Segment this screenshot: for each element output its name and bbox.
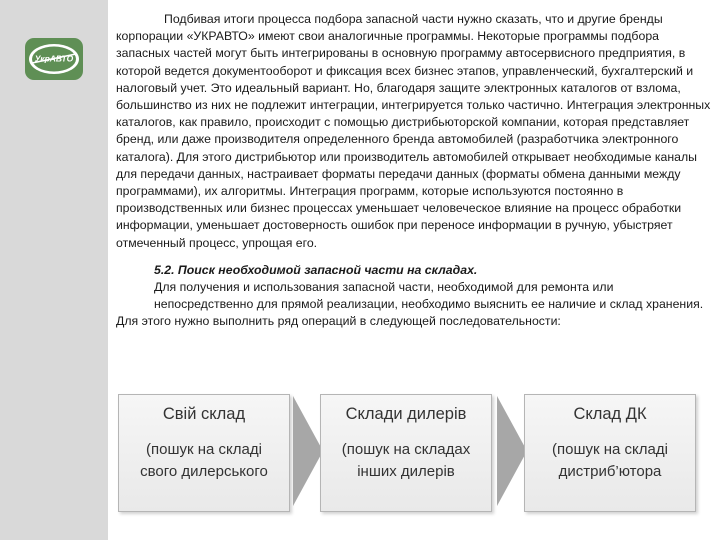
- flow-step-own-warehouse: [118, 394, 290, 512]
- flow-arrow-icon: [293, 396, 323, 506]
- company-logo-icon: [24, 37, 84, 81]
- paragraph-requirements: Для получения и использования запасной части, необходимой для ремонта или непосредственно для прямой реализации, необходимо выяснить ее наличие и склад хранения.: [154, 280, 704, 312]
- flow-step-description: (пошук на складі дистриб’ютора: [552, 441, 668, 480]
- paragraph-sequence-intro: Для этого нужно выполнить ряд операций в следующей последовательности:: [116, 314, 561, 329]
- paragraph-summary: Подбивая итоги процесса подбора запасной части нужно сказать, что и другие бренды корпорации «УКРАВТО» имеют свои аналогичные программы. Некоторые программы подбора запасных частей могут быть интегрированы в основную программу автосервисного предприятия, в которой ведется документооборот и фиксация всех бизнес этапов, управленческий, бухгалтерский и налоговый учет. Это идеальный вариант. Но, благодаря защите электронных каталогов от взлома, большинство из них не подлежит интеграции, интегрируется только частично. Интеграция электронных каталогов, как правило, происходит с помощью дистрибьюторской компании, которая представляет бренд, или даже производителя определенного бренда автомобилей (разработчика электронного каталога). Для этого дистрибьютор или производитель автомобилей открывает необходимые каналы для передачи данных, настраивает форматы передачи данных (форматы обмена данными между программами), их алгоритмы. Интеграция программ, которые используются постоянно в производственных или бизнес процессах уменьшает человеческое влияние на процесс обработки информации, уменьшает достоверность ошибок при переносе информации в ручную, убыстряет отмеченный процесс, упрощая его.: [116, 12, 711, 250]
- flow-step-title: Свій склад: [162, 405, 246, 423]
- flow-step-description: (пошук на складі свого дилерського: [140, 441, 268, 480]
- flow-step-description: (пошук на складах інших дилерів: [341, 441, 471, 480]
- flow-step-title: Склад ДК: [573, 405, 647, 423]
- flow-step-dealer-warehouses: [320, 394, 492, 512]
- flow-step-title: Склади дилерів: [345, 405, 467, 423]
- logo-text: УкрАВТО: [34, 53, 74, 64]
- flow-step-distributor-warehouse: [524, 394, 696, 512]
- document-body: [116, 11, 714, 331]
- section-heading: 5.2. Поиск необходимой запасной части на складах.: [154, 262, 478, 277]
- side-panel: [0, 0, 108, 540]
- flow-arrow-icon: [497, 396, 527, 506]
